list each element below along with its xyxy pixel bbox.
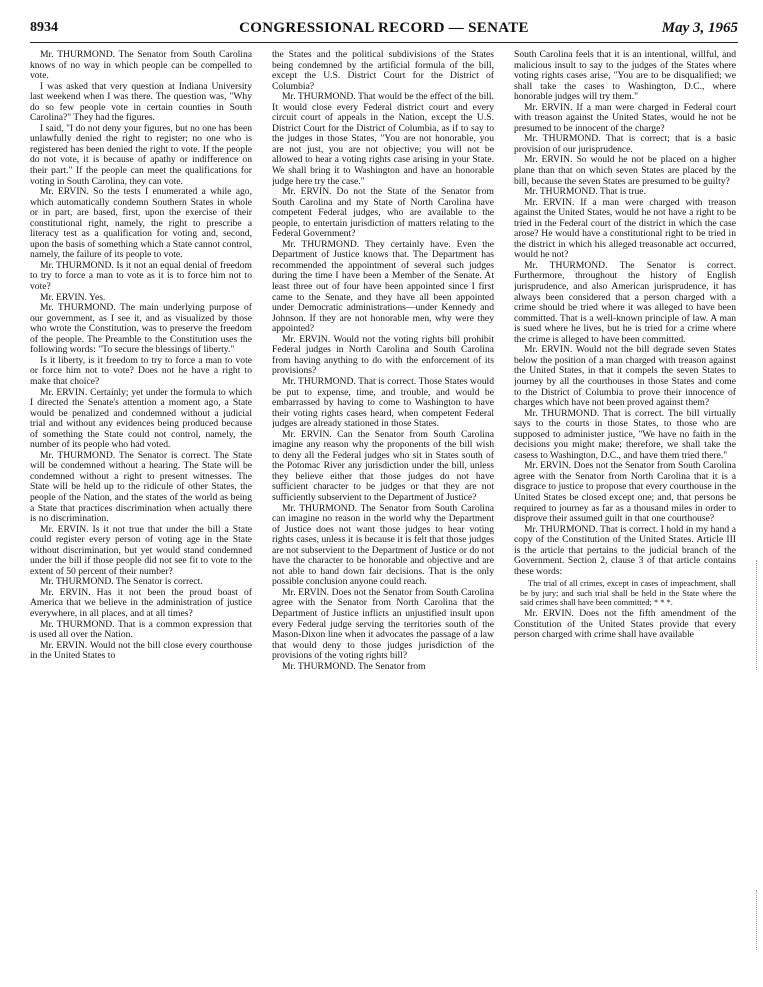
paragraph: Mr. ERVIN. Does not the Senator from South Carolina agree with the Senator from North Carolina that it is a disgrace to justice to propose that every courthouse in the United States be closed except one; and, that persons be required to journey as far as a thousand miles in order to disprove their assumed guilt in that one courthouse? xyxy=(514,460,736,525)
paragraph: Mr. THURMOND. They certainly have. Even the Department of Justice knows that. The Department has recommended the appointment of several such judges during the time I have been a Member of the Senate. At least three out of four have been appointed since I first came to the Senate, and they have all been appointed under Democratic administrations—under Kennedy and Johnson. If they are not honorable men, why were they appointed? xyxy=(272,238,494,335)
paragraph: South Carolina feels that it is an intentional, willful, and malicious insult to say to the judges of the States where voting rights cases arise, "You are to be disqualified; we shall take the cases to Washington, D.C., where honorable judges will try them." xyxy=(514,50,736,103)
paragraph: Mr. ERVIN. Would not the voting rights bill prohibit Federal judges in North Carolina and South Carolina from having anything to do with the enforcement of its provisions? xyxy=(272,333,494,377)
paragraph: Mr. ERVIN. So the tests I enumerated a while ago, which automatically condemn Southern States in whole or in part, are based, first, upon the exercise of their constitutional right, namely, the right to prescribe a literacy test as a qualification for voting and, second, upon the basis of something which a State cannot control, namely, the failure of its people to vote. xyxy=(30,186,252,261)
paragraph: Mr. THURMOND. Is it not an equal denial of freedom to try to force a man to vote as it is to force him not to vote? xyxy=(30,259,252,293)
paragraph: Mr. THURMOND. That would be the effect of the bill. It would close every Federal district court and every circuit court of appeals in the Nation, except the U.S. District Court for the District of Columbia, as if to say to the judges in those States, "You are not honorable, you are not just, you are not objective; you will not be allowed to hear a voting rights case arising in your State. We shall bring it to Washington and have an honorable judge here try the case." xyxy=(272,91,494,187)
paragraph: Mr. THURMOND. That is true. xyxy=(524,186,646,198)
paragraph: Mr. ERVIN. Certainly; yet under the formula to which I directed the Senate's attention a moment ago, a State would be penalized and condemned without a judicial trial and without any evidences being produced because of something the State could not control, namely, the number of its people who had voted. xyxy=(30,386,252,451)
paragraph: Mr. THURMOND. That is a common expression that is used all over the Nation. xyxy=(30,618,252,641)
scan-margin-mark xyxy=(756,890,757,950)
paragraph: Mr. THURMOND. The Senator from South Carolina knows of no way in which people can be compelled to vote. xyxy=(30,50,252,82)
constitution-quote: The trial of all crimes, except in cases of impeachment, shall be by jury; and such trial shall be held in the State where the said crimes shall have been committed; * * *. xyxy=(520,579,736,607)
paragraph: Mr. ERVIN. If a man were charged with treason against the United States, would he not have a right to be tried in the Federal court of the district in which the case arose? He would have a constitutional right to be tried in the district in which his alleged treasonable act occurred, would he not? xyxy=(514,196,736,261)
paragraph: the States and the political subdivisions of the States being condemned by the artificial formula of the bill, except the U.S. District Court for the District of Columbia? xyxy=(272,50,494,92)
header-rule xyxy=(30,42,738,43)
paragraph: Mr. ERVIN. Does not the Senator from South Carolina agree with the Senator from North Carolina that the Department of Justice inflicts an unjustified insult upon every Federal judge serving the territories south of the Mason-Dixon line when it advocates the passage of a law that would deny to those judges jurisdiction of the provisions of the voting rights bill? xyxy=(272,586,494,662)
paragraph: Mr. THURMOND. The Senator is correct. Furthermore, throughout the history of English jurisprudence, and also American jurisprudence, it has always been considered that a person charged with a crime should be tried where it was alleged to have been committed. That is a well-known principle of law. A man is sued where he lives, but he is tried for a crime where the crime is alleged to have been committed. xyxy=(514,259,736,345)
scan-margin-mark xyxy=(756,560,757,670)
text-column-1 xyxy=(30,50,252,980)
paragraph: Mr. THURMOND. That is correct; that is a basic provision of our jurisprudence. xyxy=(514,133,736,155)
paragraph: Mr. THURMOND. The Senator is correct. The State will be condemned without a hearing. The State will be condemned without a right to present witnesses. The State will be held up to the ridicule of other States, the people of the Nation, and the states of the world as being a State that practices discrimination when actually there is no discrimination. xyxy=(30,449,252,525)
paragraph: Mr. THURMOND. The Senator from South Carolina can imagine no reason in the world why the Department of Justice does not want those judges to hear voting rights cases, unless it is because it is felt that those judges are not subservient to the Department of Justice or do not have the character to be honorable and objective and are not able to hand down fair decisions. That is the only possible conclusion anyone could reach. xyxy=(272,502,494,588)
paragraph: Mr. THURMOND. The Senator from xyxy=(282,660,426,672)
paragraph: Mr. ERVIN. Do not the State of the Senator from South Carolina and my State of North Carolina have competent Federal judges, who are available to the people, to entertain jurisdiction of matters relating to the Federal Government? xyxy=(272,186,494,240)
paragraph: Mr. ERVIN. Would not the bill close every courthouse in the United States to xyxy=(30,639,252,662)
text-column-3 xyxy=(514,50,736,980)
page-header xyxy=(30,20,738,42)
paragraph: Mr. THURMOND. The Senator is correct. xyxy=(40,576,203,588)
paragraph: Mr. ERVIN. Does not the fifth amendment of the Constitution of the United States provide that every person charged with crime shall have available xyxy=(514,607,736,641)
publication-title: CONGRESSIONAL RECORD — SENATE xyxy=(239,20,529,36)
paragraph: Mr. THURMOND. The main underlying purpose of our government, as I see it, and as visualized by those who wrote the Constitution, was to preserve the freedom of the people. The Preamble to the Constitution uses the following words: "To secure the blessings of liberty." xyxy=(30,302,252,356)
paragraph: Mr. THURMOND. That is correct. Those States would be put to expense, time, and trouble, and would be embarrassed by having to come to Washington to have their voting rights cases heard, when competent Federal judges are already stationed in those States. xyxy=(272,375,494,430)
paragraph: I was asked that very question at Indiana University last weekend when I was there. The question was, "Why do so few people vote in certain counties in South Carolina?" They had the figures. xyxy=(30,80,252,124)
paragraph: I said, "I do not deny your figures, but no one has been unlawfully denied the right to register; no one who is registered has been denied the right to vote. If the people do not vote, it is because of apathy or indifference on their part." If the people can meet the qualifications for voting in South Carolina, they can vote. xyxy=(30,122,252,187)
text-column-2 xyxy=(272,50,494,980)
paragraph: Mr. ERVIN. Is it not true that under the bill a State could register every person of voting age in the State without discrimination, but yet would stand condemned under the bill if those people did not see fit to vote to the extent of 50 percent of their number? xyxy=(30,523,252,577)
paragraph: Mr. ERVIN. If a man were charged in Federal court with treason against the United States, would he not be presumed to be innocent of the charge? xyxy=(514,101,736,134)
page-number: 8934 xyxy=(30,20,58,35)
paragraph: Mr. THURMOND. That is correct. The bill virtually says to the courts in those States, to those who are supposed to administer justice, "We have no faith in the decisions you might make; therefore, we shall take the casess to Washington, D.C., and have them tried there." xyxy=(514,407,736,461)
paragraph: Mr. ERVIN. Can the Senator from South Carolina imagine any reason why the proponents of the bill wish to deny all the Federal judges who sit in States south of the Potomac River any jurisdiction under the bill, unless they believe either that those judges do not have sufficient character to be judges or that they are not sufficiently subservient to the Department of Justice? xyxy=(272,428,494,503)
paragraph: Mr. THURMOND. That is correct. I hold in my hand a copy of the Constitution of the United States. Article III is the article that pertains to the judicial branch of the Government. Section 2, clause 3 of that article contains these words: xyxy=(514,523,736,577)
paragraph: Mr. ERVIN. So would he not be placed on a higher plane than that on which seven States are placed by the bill, because the seven States are presumed to be guilty? xyxy=(514,154,736,187)
paragraph: Mr. ERVIN. Would not the bill degrade seven States below the position of a man charged with treason against the United States, in that it compels the seven States to journey by all the courthouses in those States and come to the District of Columbia to prove their innocence of charges which have not been proved against them? xyxy=(514,344,736,409)
paragraph: Mr. ERVIN. Yes. xyxy=(40,291,106,303)
paragraph: Mr. ERVIN. Has it not been the proud boast of America that we believe in the administration of justice everywhere, in all places, and at all times? xyxy=(30,586,252,619)
paragraph: Is it liberty, is it freedom to try to force a man to vote or force him not to vote? Does not he have a right to make that choice? xyxy=(30,354,252,387)
issue-date: May 3, 1965 xyxy=(661,20,738,36)
